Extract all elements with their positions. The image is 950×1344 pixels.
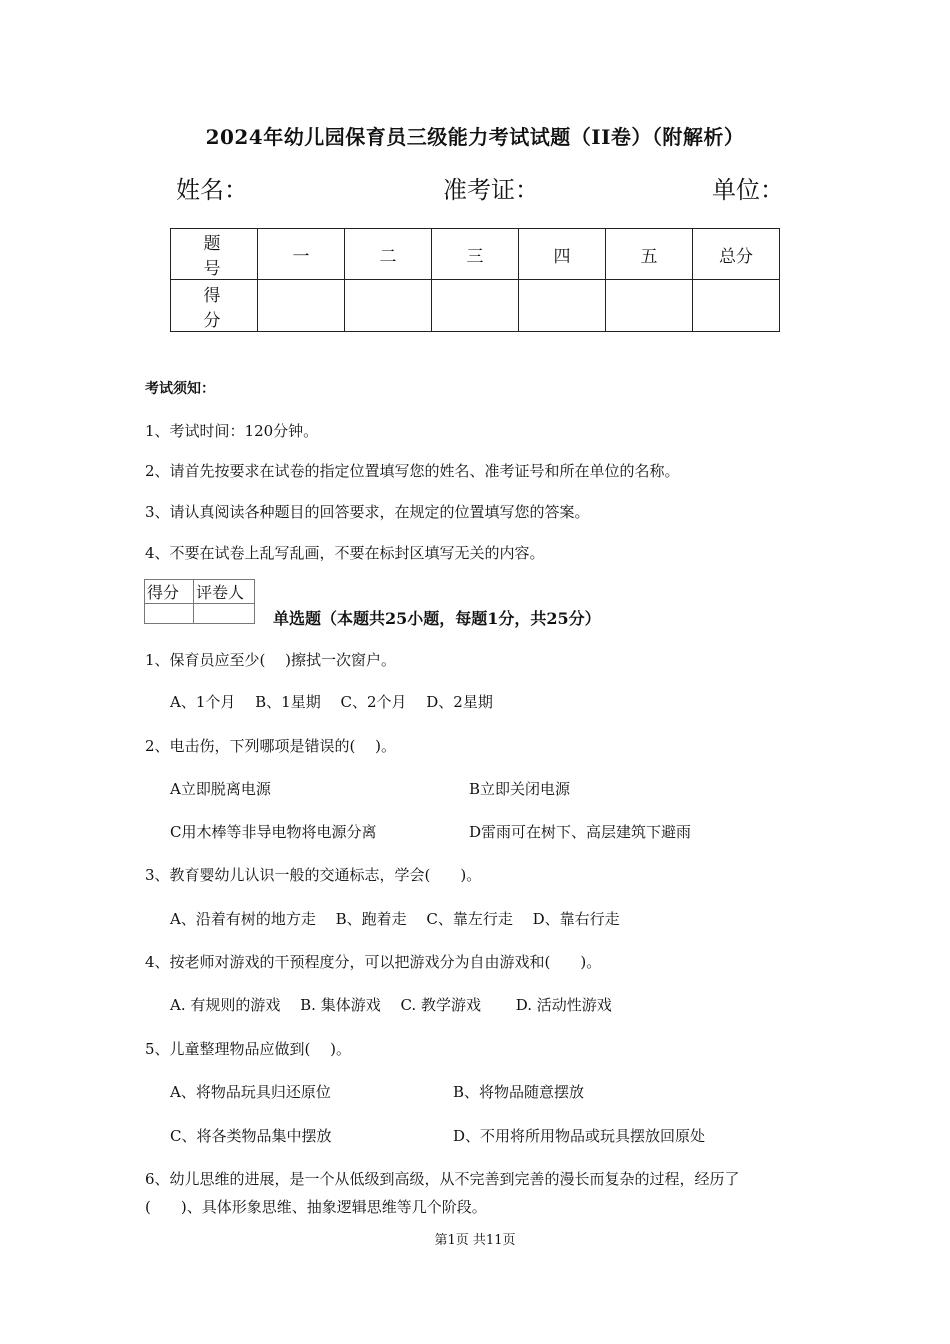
question-stem: 2、电击伤，下列哪项是错误的( )。	[145, 737, 397, 755]
name-field-label: 姓名：	[176, 176, 248, 204]
notice-item: 3、请认真阅读各种题目的回答要求，在规定的位置填写您的答案。	[145, 503, 590, 521]
score-entry-cell	[432, 280, 519, 332]
score-table-cell: 三	[432, 229, 519, 280]
unit-field-label: 单位：	[712, 176, 784, 204]
option-b: B立即关闭电源	[469, 780, 571, 798]
score-table-cell: 总分	[693, 229, 780, 280]
section-title: 单选题（本题共25小题，每题1分，共25分）	[273, 609, 601, 628]
option-c: C用木棒等非导电物将电源分离	[170, 823, 377, 841]
question-stem: 4、按老师对游戏的干预程度分，可以把游戏分为自由游戏和( )。	[145, 953, 602, 971]
question-options: A、沿着有树的地方走 B、跑着走 C、靠左行走 D、靠右行走	[170, 910, 620, 928]
score-entry-cell	[606, 280, 693, 332]
score-table-cell: 得 分	[171, 280, 258, 332]
grader-box-score-label: 得分	[145, 580, 194, 604]
question-options: A. 有规则的游戏 B. 集体游戏 C. 教学游戏 D. 活动性游戏	[170, 996, 612, 1014]
question-stem: 1、保育员应至少( )擦拭一次窗户。	[145, 651, 397, 669]
score-table-header-row	[171, 229, 780, 280]
notice-heading: 考试须知：	[145, 381, 215, 397]
page-footer: 第1页 共11页	[434, 1233, 516, 1248]
score-table-cell: 二	[345, 229, 432, 280]
option-a: A立即脱离电源	[170, 780, 271, 798]
score-table-score-row	[171, 280, 780, 332]
page-title: 2024年幼儿园保育员三级能力考试试题（II卷）（附解析）	[205, 125, 745, 149]
notice-item: 2、请首先按要求在试卷的指定位置填写您的姓名、准考证号和所在单位的名称。	[145, 462, 680, 480]
grader-box-blank-cell	[194, 604, 255, 624]
grader-box	[144, 579, 255, 624]
option-d: D雷雨可在树下、高层建筑下避雨	[469, 823, 692, 841]
question-options: A、1个月 B、1星期 C、2个月 D、2星期	[170, 693, 493, 711]
grader-box-grader-label: 评卷人	[194, 580, 255, 604]
question-stem: 3、教育婴幼儿认识一般的交通标志，学会( )。	[145, 866, 482, 884]
question-stem-continued: ( )、具体形象思维、抽象逻辑思维等几个阶段。	[145, 1198, 487, 1216]
score-entry-cell	[693, 280, 780, 332]
exam-id-field-label: 准考证：	[443, 176, 539, 204]
notice-item: 4、不要在试卷上乱写乱画，不要在标封区填写无关的内容。	[145, 544, 545, 562]
question-stem: 6、幼儿思维的进展，是一个从低级到高级，从不完善到完善的漫长而复杂的过程，经历了	[145, 1170, 740, 1188]
score-entry-cell	[519, 280, 606, 332]
option-d: D、不用将所用物品或玩具摆放回原处	[453, 1127, 706, 1145]
grader-box-blank-cell	[145, 604, 194, 624]
score-table	[170, 228, 780, 332]
notice-item: 1、考试时间：120分钟。	[145, 422, 319, 440]
score-table-cell: 五	[606, 229, 693, 280]
option-a: A、将物品玩具归还原位	[170, 1083, 331, 1101]
score-table-cell: 四	[519, 229, 606, 280]
option-c: C、将各类物品集中摆放	[170, 1127, 332, 1145]
score-table-cell: 一	[258, 229, 345, 280]
score-table-cell: 题 号	[171, 229, 258, 280]
option-b: B、将物品随意摆放	[453, 1083, 585, 1101]
score-entry-cell	[345, 280, 432, 332]
question-stem: 5、儿童整理物品应做到( )。	[145, 1040, 352, 1058]
